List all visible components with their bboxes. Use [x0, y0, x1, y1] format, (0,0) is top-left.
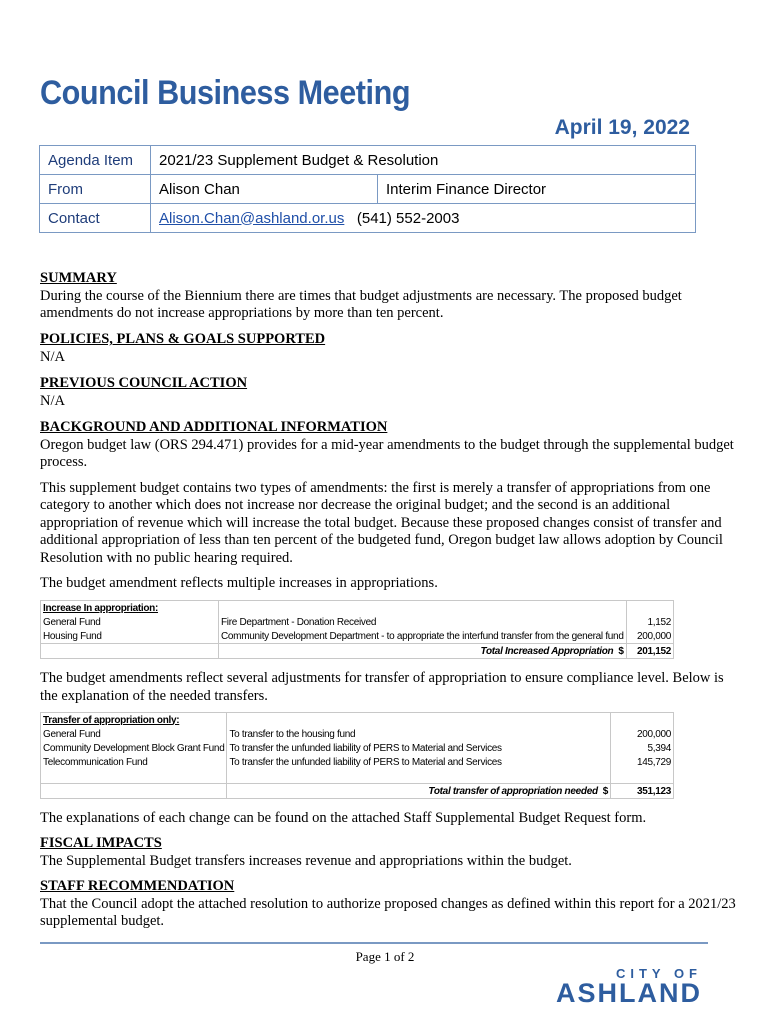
- total-label: Total transfer of appropriation needed $: [227, 784, 611, 799]
- transfer-table-header: Transfer of appropriation only:: [41, 713, 227, 728]
- summary-section: [40, 270, 740, 323]
- staff-recommendation-text: That the Council adopt the attached resolution to authorize proposed changes as defined within this report for a 2021/23 supplemental budget.: [40, 895, 736, 929]
- contact-label: Contact: [40, 204, 151, 233]
- fiscal-impacts-text: The Supplemental Budget transfers increases revenue and appropriations within the budget.: [40, 852, 572, 869]
- table-row: [41, 629, 674, 644]
- total-value: 201,152: [626, 644, 673, 659]
- table-row: [41, 741, 674, 755]
- total-value: 351,123: [611, 784, 674, 799]
- description-cell: To transfer the unfunded liability of PERS to Material and Services: [227, 741, 611, 755]
- amount-cell: 1,152: [647, 616, 671, 628]
- from-title: Interim Finance Director: [378, 175, 696, 204]
- amount-cell: 200,000: [636, 630, 671, 642]
- total-currency: $: [602, 785, 608, 797]
- fund-cell: Telecommunication Fund: [41, 755, 227, 769]
- footer-divider: [40, 942, 708, 944]
- total-row: [41, 784, 674, 799]
- agenda-item-label: Agenda Item: [40, 146, 151, 175]
- summary-heading: SUMMARY: [40, 270, 117, 286]
- page-title: Council Business Meeting: [40, 74, 411, 112]
- description-cell: To transfer to the housing fund: [227, 727, 611, 741]
- fund-cell: General Fund: [41, 727, 227, 741]
- total-currency: $: [618, 645, 624, 657]
- amount-cell: 200,000: [636, 728, 671, 740]
- amount-cell: 145,729: [636, 756, 671, 768]
- fiscal-impacts-section: [40, 835, 740, 870]
- contact-value: [151, 204, 696, 233]
- amount-cell: 5,394: [647, 742, 671, 754]
- summary-text: During the course of the Biennium there are times that budget adjustments are necessary. The proposed budget amendments do not increase appropriations by more than ten percent.: [40, 287, 682, 321]
- logo-line-1: CITY OF: [615, 966, 702, 981]
- meeting-date: April 19, 2022: [554, 116, 690, 139]
- fund-cell: Housing Fund: [41, 629, 219, 644]
- agenda-info-table: [39, 145, 696, 233]
- background-paragraph-2: This supplement budget contains two types of amendments: the first is merely a transfer of appropriations from one category to another which does not increase nor decrease the original budget; and the second is an additional appropriation of revenue which will increase the total budget. Because these proposed changes consist of transfer and additional appropriation of less than ten percent of the budgeted fund, Oregon budget law allows adoption by Council Resolution with no public hearing required.: [40, 479, 723, 566]
- city-logo: [556, 966, 702, 1008]
- increase-table-header: Increase In appropriation:: [41, 601, 219, 616]
- staff-recommendation-heading: STAFF RECOMMENDATION: [40, 878, 235, 894]
- page-number: Page 1 of 2: [355, 949, 415, 964]
- fund-cell: General Fund: [41, 615, 219, 629]
- total-label: Total Increased Appropriation $: [219, 644, 627, 659]
- table-row: [41, 727, 674, 741]
- background-paragraph-3: The budget amendment reflects multiple increases in appropriations.: [40, 575, 438, 591]
- table-row: [41, 615, 674, 629]
- increase-appropriation-table: [40, 600, 674, 659]
- from-label: From: [40, 175, 151, 204]
- table-row: [41, 755, 674, 769]
- background-paragraph-1: Oregon budget law (ORS 294.471) provides for a mid-year amendments to the budget through the supplemental budget process.: [40, 436, 734, 470]
- previous-action-section: [40, 375, 740, 410]
- policies-section: [40, 331, 740, 366]
- staff-recommendation-section: [40, 878, 740, 931]
- description-cell: Fire Department - Donation Received: [219, 615, 627, 629]
- transfer-appropriation-table: [40, 712, 674, 799]
- description-cell: To transfer the unfunded liability of PERS to Material and Services: [227, 755, 611, 769]
- contact-phone: (541) 552-2003: [356, 209, 460, 227]
- fiscal-impacts-heading: FISCAL IMPACTS: [40, 835, 162, 851]
- background-heading: BACKGROUND AND ADDITIONAL INFORMATION: [40, 419, 388, 435]
- policies-text: N/A: [40, 348, 65, 365]
- transfer-intro: The budget amendments reflect several adjustments for transfer of appropriation to ensure compliance level. Below is the explanation of the needed transfers.: [40, 670, 724, 704]
- from-name: Alison Chan: [151, 175, 378, 204]
- description-cell: Community Development Department - to appropriate the interfund transfer from the general fund: [219, 629, 627, 644]
- logo-line-2: ASHLAND: [556, 978, 702, 1008]
- total-row: [41, 644, 674, 659]
- policies-heading: POLICIES, PLANS & GOALS SUPPORTED: [40, 331, 326, 347]
- fund-cell: Community Development Block Grant Fund: [41, 741, 227, 755]
- previous-action-text: N/A: [40, 392, 65, 409]
- background-section: [40, 419, 740, 593]
- agenda-item-value: 2021/23 Supplement Budget & Resolution: [151, 146, 696, 175]
- contact-email-link[interactable]: Alison.Chan@ashland.or.us: [159, 209, 345, 227]
- explanations-text: The explanations of each change can be found on the attached Staff Supplemental Budget Request form.: [40, 810, 647, 826]
- previous-action-heading: PREVIOUS COUNCIL ACTION: [40, 375, 248, 391]
